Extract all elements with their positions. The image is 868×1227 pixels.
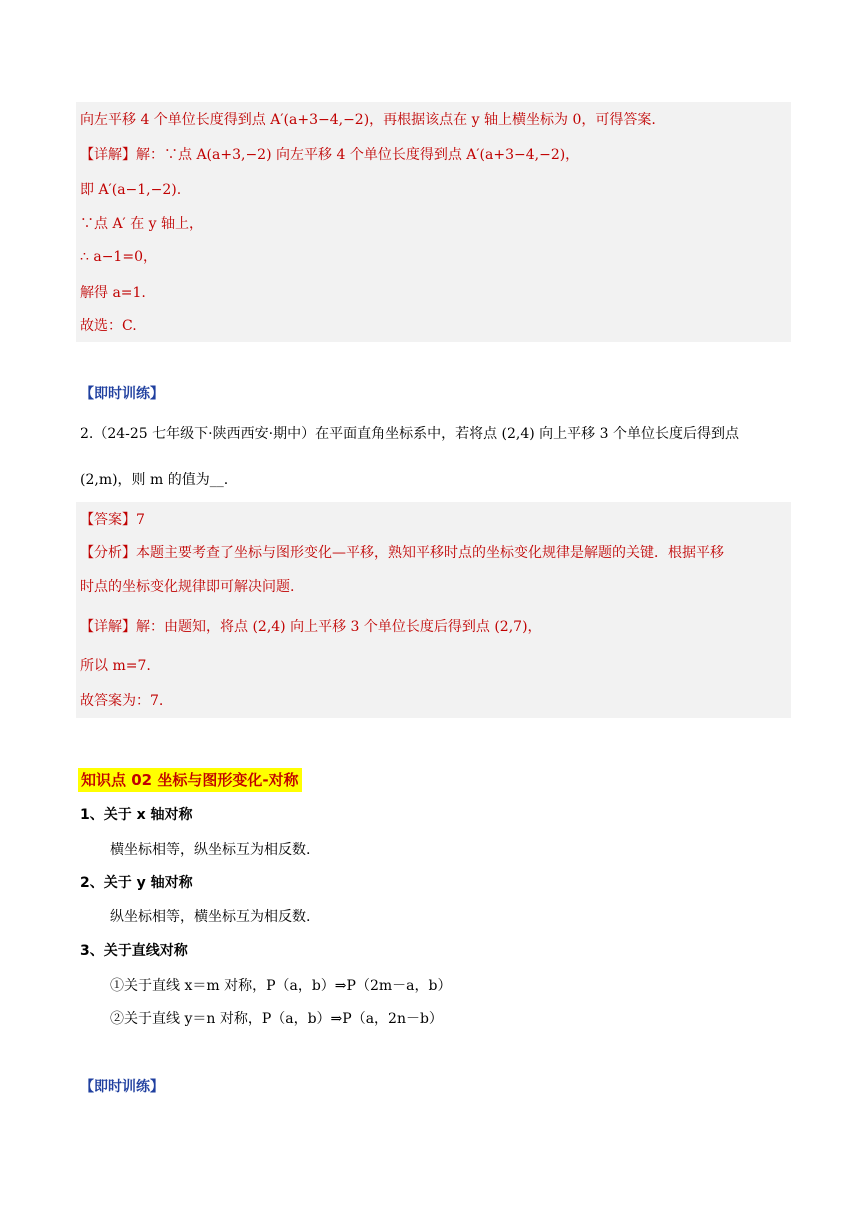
solution1-step3: ∴ a−1=0， [80,249,157,265]
solution1-detail [80,145,579,165]
answer2-analysis1 [80,543,724,563]
analysis-tag: 【分析】 [80,545,136,561]
answer2-answer [80,510,145,530]
answer2-detail [80,617,542,637]
solution1-step5: 故选：C. [80,318,137,334]
answer2-analysis2: 时点的坐标变化规律即可解决问题. [80,579,295,595]
knowledge-item-3-title: 3、关于直线对称 [80,943,188,959]
answer-box-2 [76,502,791,718]
knowledge-item-3-line1: ①关于直线 x＝m 对称，P（a，b）⇒P（2m－a，b） [110,978,452,994]
knowledge-heading: 知识点 02 坐标与图形变化-对称 [78,768,302,792]
knowledge-item-3-line2: ②关于直线 y＝n 对称，P（a，b）⇒P（a，2n－b） [110,1011,443,1027]
knowledge-item-1-text: 横坐标相等，纵坐标互为相反数. [110,842,311,858]
knowledge-item-1-title: 1、关于 x 轴对称 [80,807,193,823]
detail-tag-2: 【详解】 [80,619,136,635]
training-label-2: 【即时训练】 [80,1079,164,1095]
training-label-1: 【即时训练】 [80,386,164,402]
knowledge-item-2-text: 纵坐标相等，横坐标互为相反数. [110,909,311,925]
answer2-step1: 所以 m=7. [80,658,151,674]
question2-line2: (2,m)，则 m 的值为__. [80,472,229,488]
question2-line1: 2.（24-25 七年级下·陕西西安·期中）在平面直角坐标系中，若将点 (2,4) 向上平移 3 个单位长度后得到点 [80,426,739,442]
detail-text: 解：∵点 A(a+3,−2) 向左平移 4 个单位长度得到点 A′(a+3−4,−2)， [136,147,580,163]
solution1-step4: 解得 a=1. [80,285,146,301]
detail-text-2: 解：由题知，将点 (2,4) 向上平移 3 个单位长度后得到点 (2,7)， [136,619,542,635]
answer-value: 7 [136,512,145,528]
answer-tag: 【答案】 [80,512,136,528]
detail-tag: 【详解】 [80,147,136,163]
knowledge-item-2-title: 2、关于 y 轴对称 [80,875,193,891]
analysis-text-1: 本题主要考查了坐标与图形变化—平移，熟知平移时点的坐标变化规律是解题的关键．根据平移 [136,545,724,561]
solution1-intro: 向左平移 4 个单位长度得到点 A′(a+3−4,−2)，再根据该点在 y 轴上横坐标为 0，可得答案. [80,112,656,128]
answer2-step2: 故答案为：7. [80,693,164,709]
solution1-step2: ∵点 A′ 在 y 轴上， [80,216,203,232]
solution1-step1: 即 A′(a−1,−2). [80,182,182,198]
